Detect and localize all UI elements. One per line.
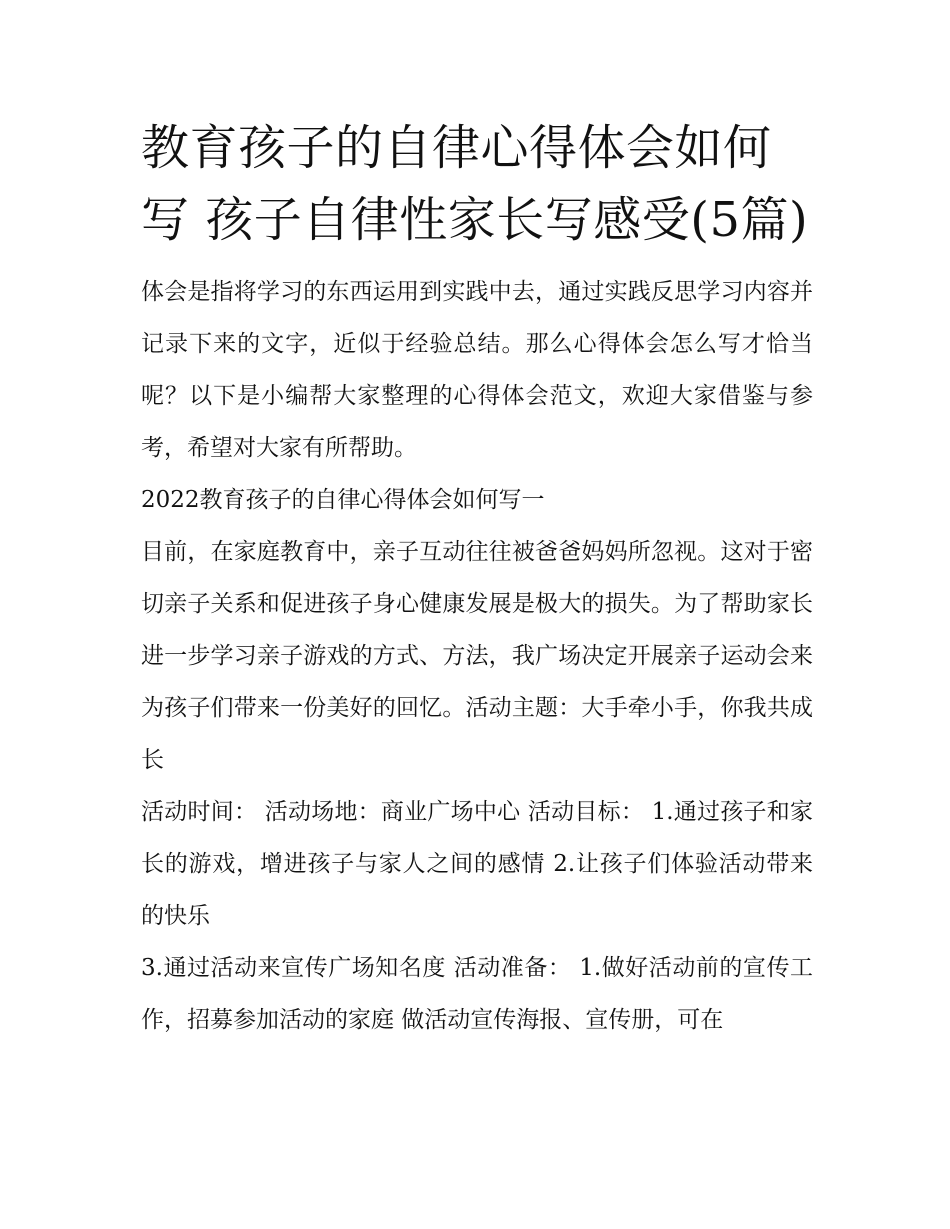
intro-paragraph: 体会是指将学习的东西运用到实践中去，通过实践反思学习内容并记录下来的文字，近似于经验总结。那么心得体会怎么写才恰当呢？以下是小编帮大家整理的心得体会范文，欢迎大家借鉴与参考，希望对大家有所帮助。 <box>141 279 813 461</box>
body-paragraph: 活动时间： 活动场地：商业广场中心 活动目标： 1.通过孩子和家长的游戏，增进孩子与家人之间的感情 2.让孩子们体验活动带来的快乐 <box>141 799 813 929</box>
document-title: 教育孩子的自律心得体会如何写 孩子自律性家长写感受(5篇) <box>141 120 809 248</box>
document-page <box>141 112 813 1046</box>
section-heading: 2022教育孩子的自律心得体会如何写一 <box>141 487 545 513</box>
body-paragraph: 3.通过活动来宣传广场知名度 活动准备： 1.做好活动前的宣传工作，招募参加活动的家庭 做活动宣传海报、宣传册，可在 <box>141 955 813 1033</box>
body-paragraph: 目前，在家庭教育中，亲子互动往往被爸爸妈妈所忽视。这对于密切亲子关系和促进孩子身心健康发展是极大的损失。为了帮助家长进一步学习亲子游戏的方式、方法，我广场决定开展亲子运动会来为孩子们带来一份美好的回忆。活动主题：大手牵小手，你我共成长 <box>141 539 813 773</box>
